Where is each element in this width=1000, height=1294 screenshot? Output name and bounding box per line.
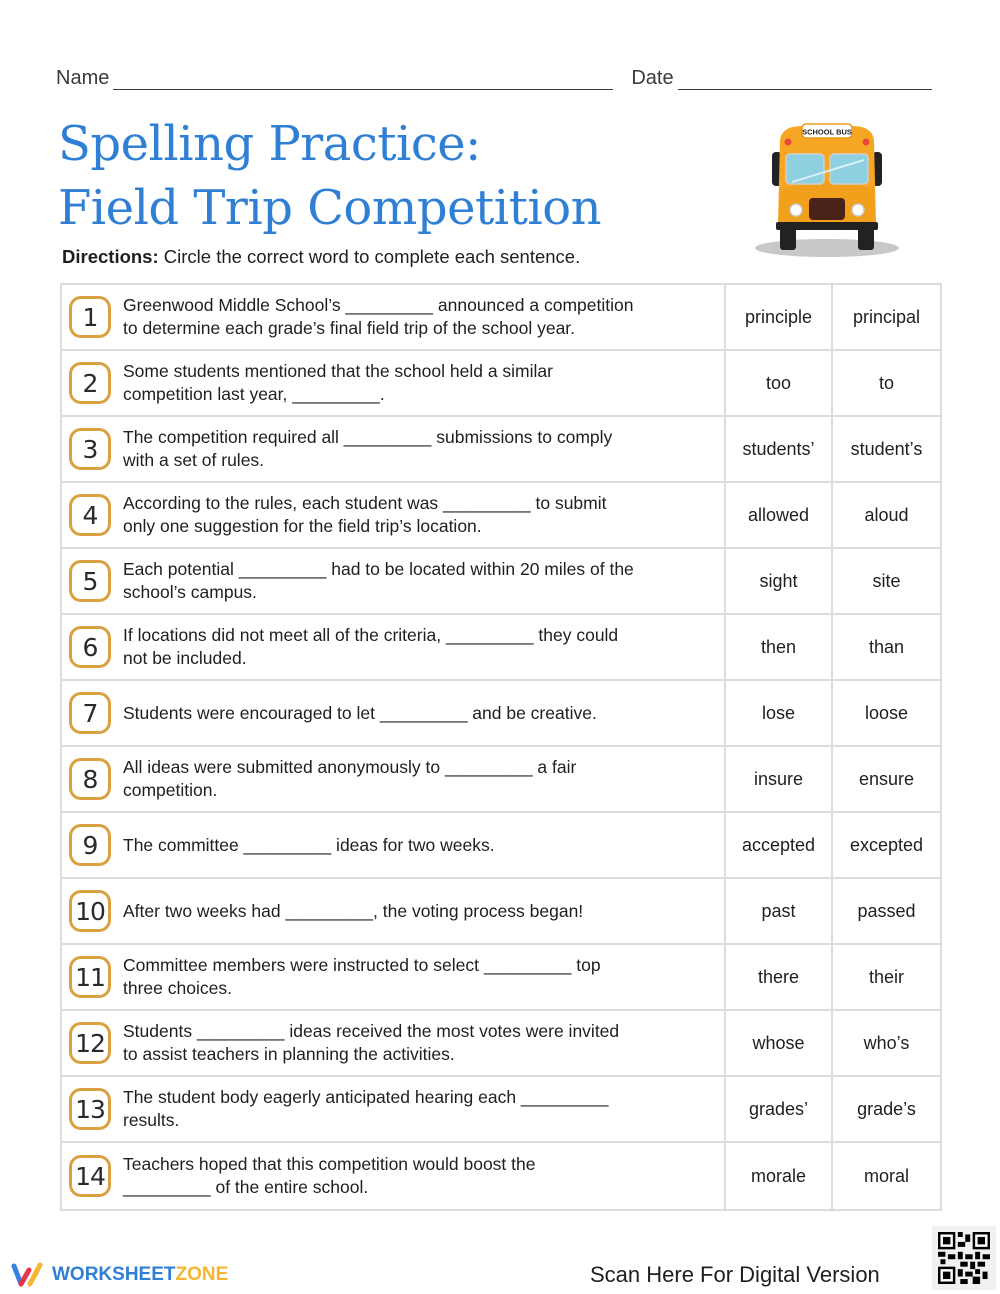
question-sentence: The student body eagerly anticipated hearing each _________ results. bbox=[123, 1087, 609, 1130]
question-cell bbox=[62, 417, 726, 481]
choice-option-b[interactable]: aloud bbox=[864, 504, 909, 525]
qr-code-icon[interactable] bbox=[932, 1226, 996, 1290]
question-cell bbox=[62, 747, 726, 811]
choice-option-a[interactable]: students’ bbox=[726, 417, 833, 481]
title-line-1: Spelling Practice: bbox=[58, 116, 481, 172]
directions bbox=[62, 246, 580, 268]
question-number-badge: 13 bbox=[69, 1088, 111, 1130]
question-number-badge: 9 bbox=[69, 824, 111, 866]
question-cell bbox=[62, 813, 726, 877]
choice-option-b[interactable]: than bbox=[868, 636, 905, 657]
scan-digital-version-text: Scan Here For Digital Version bbox=[590, 1262, 880, 1287]
question-row bbox=[62, 1143, 940, 1209]
question-number-badge: 12 bbox=[69, 1022, 111, 1064]
choice-option-b[interactable]: student’s bbox=[850, 438, 923, 459]
choice-option-b[interactable]: passed bbox=[857, 900, 916, 921]
question-number-badge: 11 bbox=[69, 956, 111, 998]
choice-option-a[interactable]: insure bbox=[726, 747, 833, 811]
worksheet-zone-logo-icon bbox=[10, 1262, 46, 1288]
question-cell bbox=[62, 483, 726, 547]
question-row bbox=[62, 945, 940, 1011]
question-row bbox=[62, 549, 940, 615]
choice-option-b[interactable]: excepted bbox=[849, 834, 924, 855]
question-cell bbox=[62, 285, 726, 349]
question-table bbox=[60, 283, 942, 1211]
question-cell bbox=[62, 945, 726, 1009]
name-field[interactable] bbox=[113, 68, 613, 90]
choice-option-b[interactable]: site bbox=[872, 570, 901, 591]
choice-option-a[interactable]: allowed bbox=[726, 483, 833, 547]
question-sentence: All ideas were submitted anonymously to _________ a fair competition. bbox=[123, 757, 577, 800]
question-number-badge: 1 bbox=[69, 296, 111, 338]
question-sentence: After two weeks had _________, the voting process began! bbox=[123, 900, 584, 921]
question-sentence: Greenwood Middle School’s _________ announced a competition to determine each grade’s final field trip of the school year. bbox=[123, 295, 634, 338]
question-number-badge: 5 bbox=[69, 560, 111, 602]
choice-option-b[interactable]: their bbox=[868, 966, 904, 987]
question-number-badge: 2 bbox=[69, 362, 111, 404]
choice-option-a[interactable]: grades’ bbox=[726, 1077, 833, 1141]
question-cell bbox=[62, 1011, 726, 1075]
question-row bbox=[62, 1011, 940, 1077]
school-bus-illustration bbox=[752, 120, 902, 262]
worksheet-zone-logo[interactable] bbox=[10, 1262, 228, 1288]
question-number-badge: 14 bbox=[69, 1155, 111, 1197]
name-date-row bbox=[56, 60, 946, 90]
choice-option-a[interactable]: there bbox=[726, 945, 833, 1009]
question-row bbox=[62, 417, 940, 483]
choice-option-b[interactable]: to bbox=[878, 372, 894, 393]
question-row bbox=[62, 285, 940, 351]
choice-option-a[interactable]: lose bbox=[726, 681, 833, 745]
question-number-badge: 8 bbox=[69, 758, 111, 800]
choice-option-a[interactable]: morale bbox=[726, 1143, 833, 1209]
choice-option-b[interactable]: moral bbox=[863, 1165, 909, 1186]
question-cell bbox=[62, 615, 726, 679]
bus-sign-text: SCHOOL BUS bbox=[802, 127, 852, 137]
question-sentence: The committee _________ ideas for two weeks. bbox=[123, 834, 495, 855]
choice-option-b[interactable]: ensure bbox=[858, 768, 915, 789]
question-sentence: Committee members were instructed to select _________ top three choices. bbox=[123, 955, 601, 998]
choice-option-a[interactable]: accepted bbox=[726, 813, 833, 877]
question-row bbox=[62, 681, 940, 747]
question-sentence: The competition required all _________ submissions to comply with a set of rules. bbox=[123, 427, 613, 470]
question-number-badge: 10 bbox=[69, 890, 111, 932]
question-sentence: If locations did not meet all of the criteria, _________ they could not be included. bbox=[123, 625, 619, 668]
question-cell bbox=[62, 351, 726, 415]
question-row bbox=[62, 813, 940, 879]
question-row bbox=[62, 615, 940, 681]
choice-option-a[interactable]: whose bbox=[726, 1011, 833, 1075]
question-number-badge: 6 bbox=[69, 626, 111, 668]
directions-label: Directions: bbox=[62, 246, 159, 267]
name-label: Name bbox=[56, 67, 110, 89]
question-sentence: Some students mentioned that the school held a similar competition last year, _________. bbox=[123, 361, 553, 404]
question-cell bbox=[62, 879, 726, 943]
question-sentence: Students _________ ideas received the most votes were invited to assist teachers in planning the activities. bbox=[123, 1021, 620, 1064]
choice-option-b[interactable]: who’s bbox=[863, 1032, 910, 1053]
question-sentence: Students were encouraged to let _________ and be creative. bbox=[123, 702, 597, 723]
brand-name: WORKSHEETZONE bbox=[52, 1264, 229, 1285]
choice-option-a[interactable]: principle bbox=[726, 285, 833, 349]
question-number-badge: 3 bbox=[69, 428, 111, 470]
question-number-badge: 7 bbox=[69, 692, 111, 734]
choice-option-a[interactable]: past bbox=[726, 879, 833, 943]
choice-option-b[interactable]: loose bbox=[864, 702, 909, 723]
choice-option-a[interactable]: too bbox=[726, 351, 833, 415]
question-sentence: According to the rules, each student was _________ to submit only one suggestion for the field trip’s location. bbox=[123, 493, 607, 536]
title-line-2: Field Trip Competition bbox=[58, 180, 602, 236]
choice-option-a[interactable]: then bbox=[726, 615, 833, 679]
question-cell bbox=[62, 1077, 726, 1141]
date-label: Date bbox=[631, 67, 674, 89]
choice-option-a[interactable]: sight bbox=[726, 549, 833, 613]
question-row bbox=[62, 879, 940, 945]
page-title bbox=[58, 112, 601, 240]
question-number-badge: 4 bbox=[69, 494, 111, 536]
question-row bbox=[62, 483, 940, 549]
question-cell bbox=[62, 549, 726, 613]
choice-option-b[interactable]: principal bbox=[852, 306, 921, 327]
directions-text: Circle the correct word to complete each sentence. bbox=[158, 246, 581, 267]
question-row bbox=[62, 1077, 940, 1143]
question-row bbox=[62, 351, 940, 417]
question-sentence: Teachers hoped that this competition would boost the _________ of the entire school. bbox=[123, 1154, 536, 1197]
question-sentence: Each potential _________ had to be located within 20 miles of the school’s campus. bbox=[123, 559, 634, 602]
question-cell bbox=[62, 1143, 726, 1209]
choice-option-b[interactable]: grade’s bbox=[857, 1098, 916, 1119]
question-cell bbox=[62, 681, 726, 745]
question-row bbox=[62, 747, 940, 813]
date-field[interactable] bbox=[678, 68, 932, 90]
